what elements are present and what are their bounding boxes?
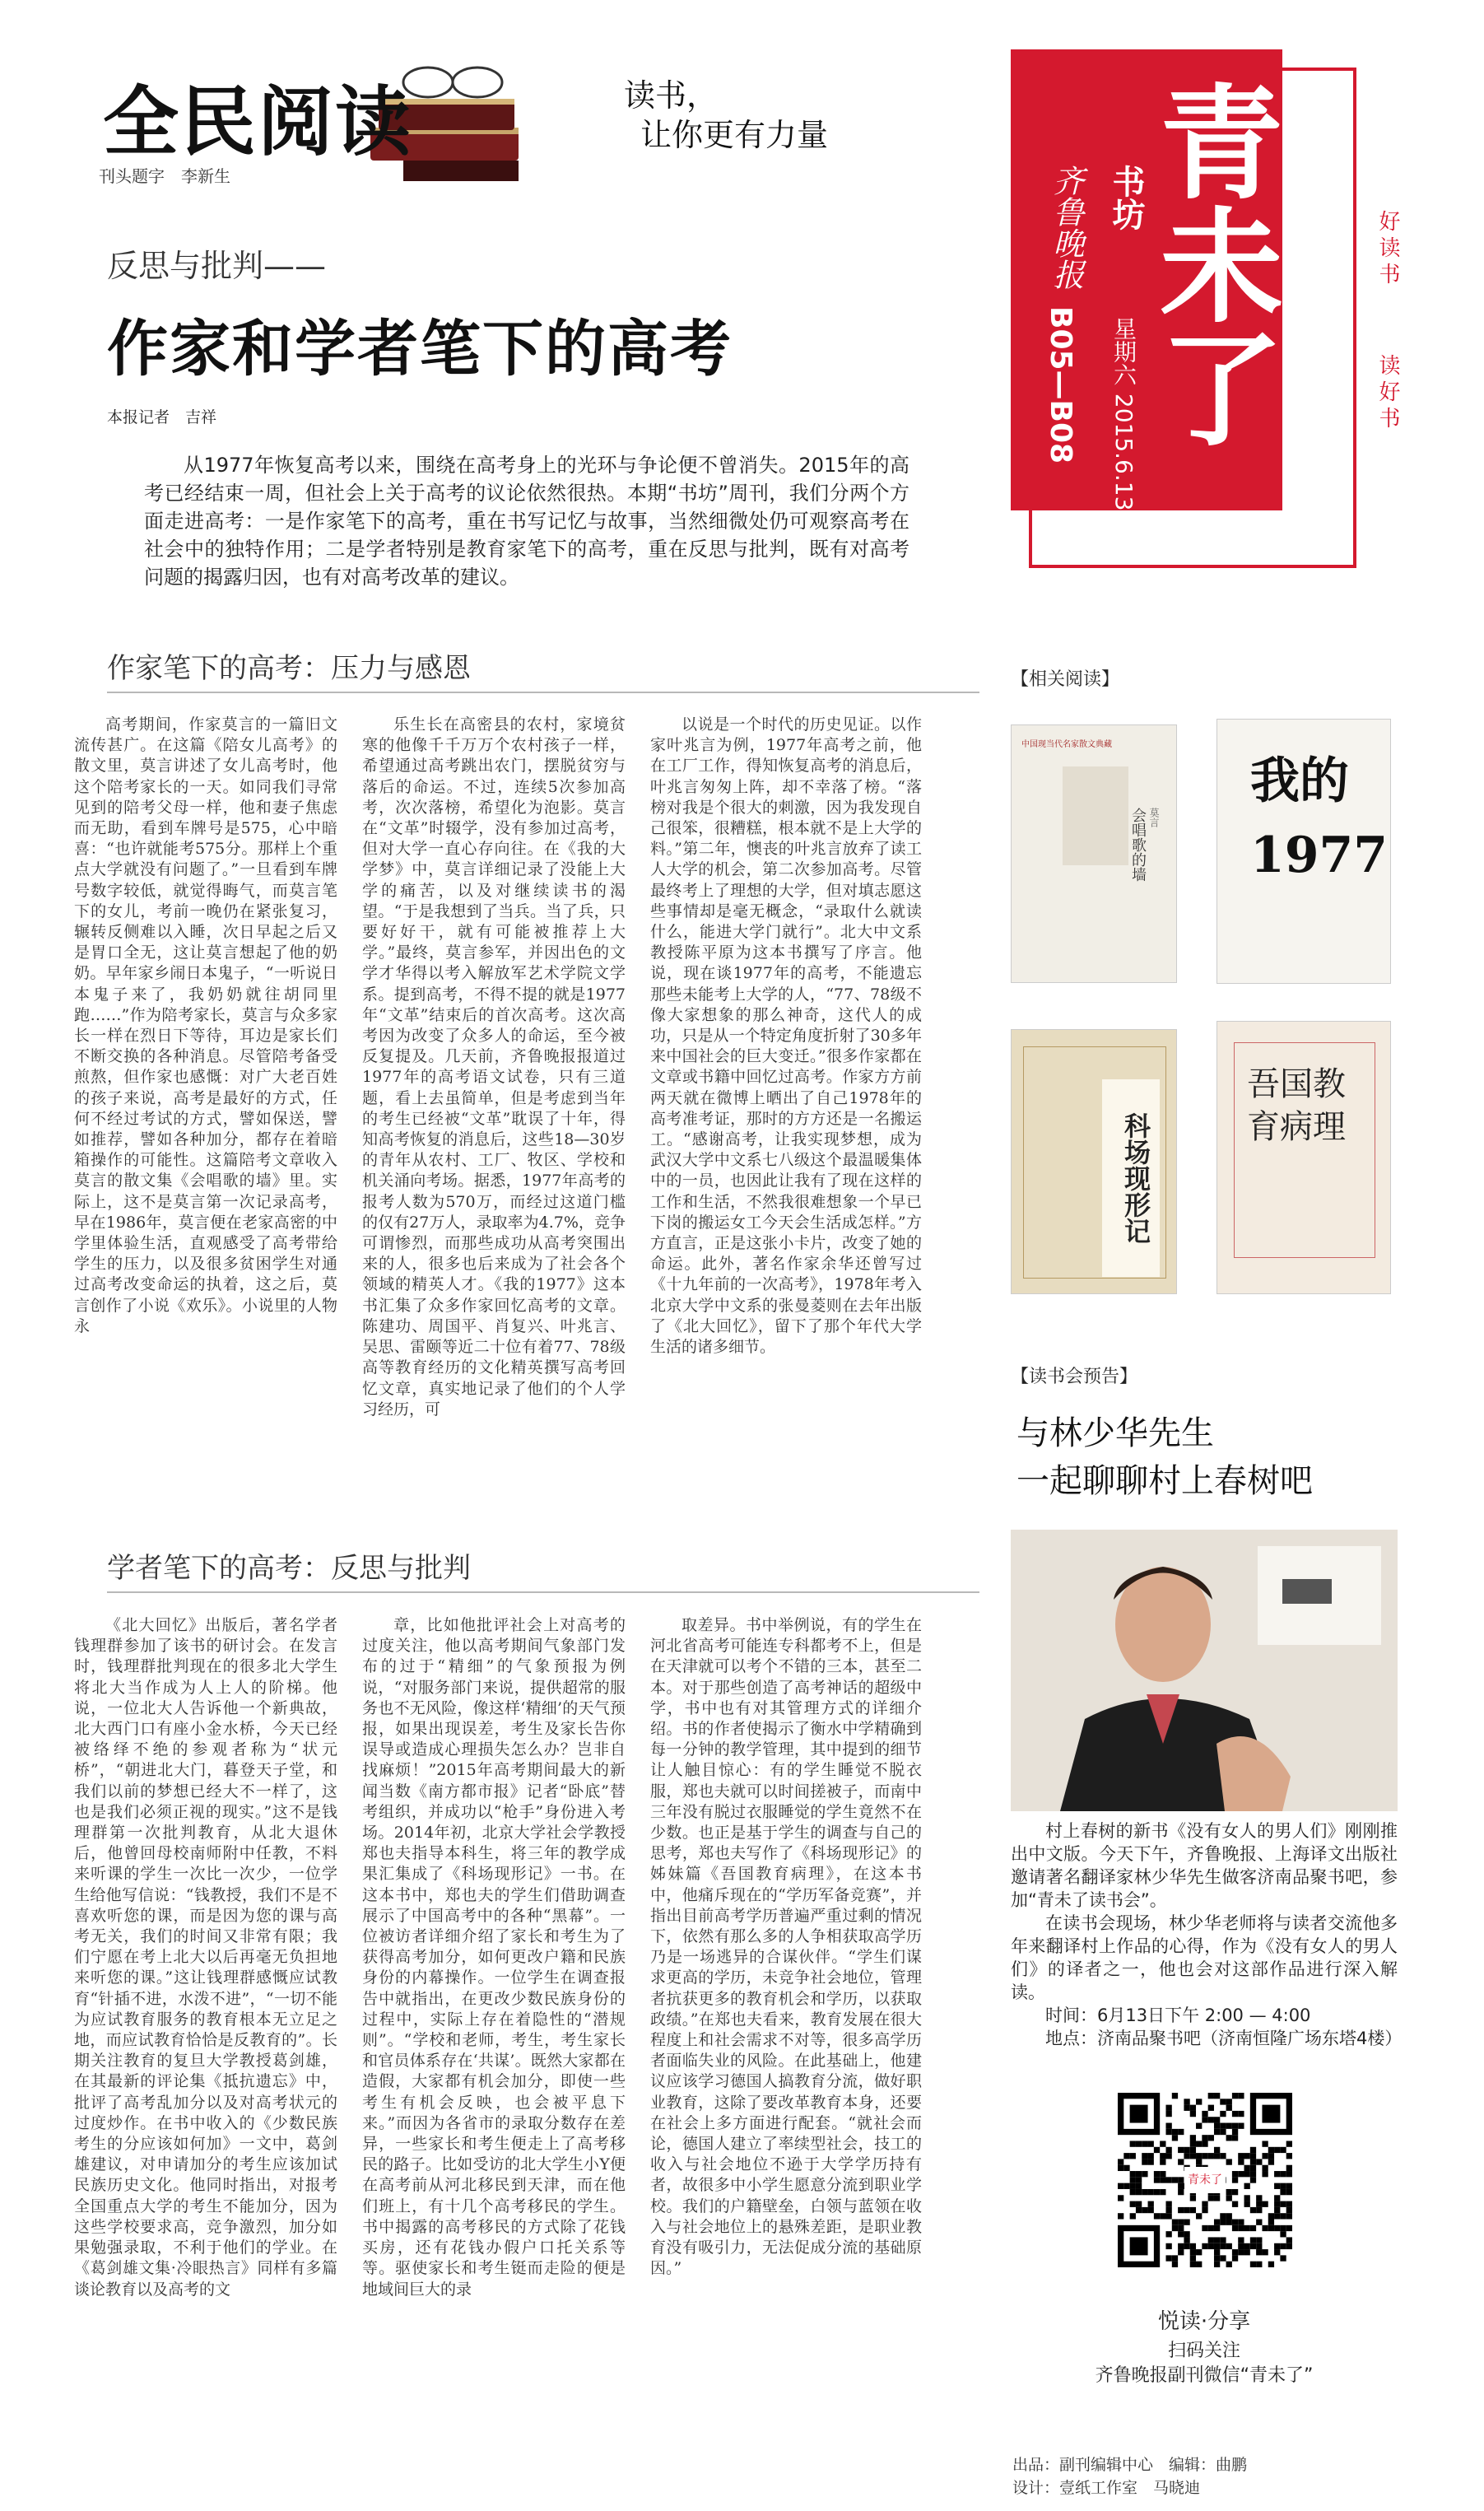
brand-subtitle: 书坊 — [1107, 165, 1145, 231]
book-club-label: 【读书会预告】 — [1011, 1367, 1138, 1387]
page-range: B05—B08 — [1044, 306, 1077, 464]
newspaper-name: 齐鲁晚报 — [1048, 165, 1084, 290]
book-cover-1 — [1011, 724, 1177, 983]
motto-line-2: 让你更有力量 — [640, 117, 829, 153]
book-club-time: 时间：6月13日下午 2:00 — 4:00 — [1045, 2006, 1311, 2025]
book-3-title: 科场现形记 — [1120, 1112, 1151, 1244]
book-cover-4 — [1217, 1021, 1391, 1294]
book-club-paragraph-2: 在读书会现场，林少华老师将与读者交流他多年来翻译村上作品的心得，作为《没有女人的男人们》的译者之一，他也会对这部作品进行深入解读。 — [1011, 1913, 1398, 2002]
book-cover-2 — [1217, 719, 1391, 984]
book-1-author: 莫言 — [1148, 808, 1160, 827]
footer-editor: 出品：副刊编辑中心 编辑：曲鹏 — [1012, 2456, 1248, 2474]
book-4-title: 吾国教育病理 — [1247, 1065, 1346, 1146]
book-club-paragraph-1: 村上春树的新书《没有女人的男人们》刚刚推出中文版。今天下午，齐鲁晚报、上海译文出版社邀请著名翻译家林少华先生做客济南品聚书吧，参加“青未了读书会”。 — [1011, 1821, 1398, 1910]
book-club-title-line-2: 一起聊聊村上春树吧 — [1016, 1462, 1313, 1500]
motto-line-1: 读书， — [624, 77, 719, 114]
masthead-logo: 全民阅读 — [103, 77, 413, 166]
qr-caption — [1011, 2309, 1398, 2388]
section-2-column-2: 章，比如他批评社会上对高考的过度关注，他以高考期间气象部门发布的过于“精细”的气象预报为例说，“对服务部门来说，提供超常的服务也不无风险，像这样‘精细’的天气预报，如果出现误差，考生及家长告你误导或造成心理损失怎么办？岂非自找麻烦！”2015年高考期间最大的新闻当数《南方都市报》记者“卧底”替考组织，并成功以“枪手”身份进入考场。2014年初，北京大学社会学教授郑也夫指导本科生，将三年的教学成果汇集成了《科场现形记》一书。在这本书中，郑也夫的学生们借助调查展示了中国高考中的各种“黑幕”。一位被访者详细介绍了家长和考生为了获得高考加分，如何更改户籍和民族身份的内幕操作。一位学生在调查报告中就指出，在更改少数民族身份的过程中，实际上存在着隐性的“潜规则”。“学校和老师，考生，考生家长和官员体系存在‘共谋’。既然大家都在造假，大家都有机会加分，即使一些考生有机会反映，也会被平息下来。”而因为各省市的录取分数存在差异，一些家长和考生便走上了高考移民的路子。比如受访的北大学生小Y便在高考前从河北移民到天津，而在他们班上，有十几个高考移民的学生。书中揭露的高考移民的方式除了花钱买房，还有花钱办假户口托关系等等。驱使家长和考生铤而走险的便是地域间巨大的录 — [362, 1616, 626, 2299]
speaker-portrait-photo — [1011, 1530, 1398, 1811]
book-1-series: 中国现当代名家散文典藏 — [1021, 740, 1112, 749]
article-kicker: 反思与批判—— — [107, 248, 327, 284]
footer-design: 设计：壹纸工作室 马晓迪 — [1012, 2479, 1201, 2497]
qr-caption-line-2: 扫码关注 — [1167, 2341, 1240, 2361]
section-2-rule — [107, 1591, 979, 1593]
article-byline: 本报记者 吉祥 — [107, 408, 217, 426]
book-club-title — [1016, 1409, 1313, 1505]
book-1-title: 会唱歌的墙 — [1129, 808, 1147, 882]
book-2-title: 我的1977 — [1250, 752, 1388, 884]
qr-caption-line-3: 齐鲁晚报副刊微信“青未了” — [1095, 2365, 1314, 2386]
article-lead: 从1977年恢复高考以来，围绕在高考身上的光环与争论便不曾消失。2015年的高考已经结束一周，但社会上关于高考的议论依然很热。本期“书坊”周刊，我们分两个方面走进高考：一是作家笔下的高考，重在书写记忆与故事，当然细微处仍可观察高考在社会中的独特作用；二是学者特别是教育家笔下的高考，重在反思与批判，既有对高考问题的揭露归因，也有对高考改革的建议。 — [144, 454, 909, 589]
section-1-rule — [107, 692, 979, 693]
section-1-column-3: 以说是一个时代的历史见证。以作家叶兆言为例，1977年高考之前，他在工厂工作，得知恢复高考的消息后，叶兆言匆匆上阵，却不幸落了榜。“落榜对我是个很大的刺激，因为我发现自己很笨，很糟糕，根本就不是上大学的料。”第二年，懊丧的叶兆言放弃了读工人大学的机会，第二次参加高考。尽管最终考上了理想的大学，但对填志愿这些事情却是毫无概念，“录取什么就读什么，能进大学门就行”。北大中文系教授陈平原为这本书撰写了序言。他说，现在谈1977年的高考，不能遗忘那些未能考上大学的人，“77、78级不像大家想象的那么神奇，这代人的成功，只是从一个特定角度折射了30多年来中国社会的巨大变迁。”很多作家都在文章或书籍中回忆过高考。作家方方前两天就在微博上晒出了自己1978年的高考准考证，那时的方方还是一名搬运工。“感谢高考，让我实现梦想，成为武汉大学中文系七八级这个最温暖集体中的一员，也因此让我有了现在这样的工作和生活，不然我很难想象一个早已下岗的搬运女工今天会生活成怎样。”方方直言，正是这张小卡片，改变了她的命运。此外，著名作家余华还曾写过《十九年前的一次高考》，1978年考入北京大学中文系的张曼菱则在去年出版了《北大回忆》，留下了那个年代大学生活的诸多细节。 — [650, 715, 922, 1357]
issue-date: 星期六 2015.6.13 — [1110, 317, 1137, 511]
section-2-column-1: 《北大回忆》出版后，著名学者钱理群参加了该书的研讨会。在发言时，钱理群批判现在的很多北大学生将北大当作成为人上人的阶梯。他说，一位北大人告诉他一个新典故，北大西门口有座小金水桥，今天已经被络绎不绝的参观者称为“状元桥”，“朝进北大门，暮登天子堂，和我们以前的梦想已经大不一样了，这也是我们必须正视的现实。”这不是钱理群第一次批判教育，从北大退休后，他曾回母校南师附中任教，不料来听课的学生一次比一次少，一位学生给他写信说：“钱教授，我们不是不喜欢听您的课，而是因为您的课与高考无关，我们的时间又非常有限；我们宁愿在考上北大以后再毫无负担地来听您的课。”这让钱理群感慨应试教育“针插不进，水泼不进”，“一切不能为应试教育服务的教育根本无立足之地，而应试教育恰恰是反教育的”。长期关注教育的复旦大学教授葛剑雄，在其最新的评论集《抵抗遗忘》中，批评了高考乱加分以及对高考状元的过度炒作。在书中收入的《少数民族考生的分应该如何加》一文中，葛剑雄建议，对申请加分的考生应该加试民族历史文化。他同时指出，对报考全国重点大学的考生不能加分，因为这些学校要求高，竞争激烈，加分如果勉强录取，不利于他们的学业。在《葛剑雄文集·冷眼热言》同样有多篇谈论教育以及高考的文 — [74, 1616, 337, 2299]
section-1-column-2: 乐生长在高密县的农村，家境贫寒的他像千千万万个农村孩子一样，希望通过高考跳出农门，摆脱贫穷与落后的命运。不过，连续5次参加高考，次次落榜，希望化为泡影。莫言在“文革”时辍学，没有参加过高考，但对大学一直心存向往。在《我的大学梦》中，莫言详细记录了没能上大学的痛苦，以及对继续读书的渴望。“于是我想到了当兵。当了兵，只要好好干，就有可能被推荐上大学。”最终，莫言参军，并因出色的文学才华得以考入解放军艺术学院文学系。提到高考，不得不提的就是1977年“文革”结束后的首次高考。这次高考因为改变了众多人的命运，至今被反复提及。几天前，齐鲁晚报报道过1977年的高考语文试卷，只有三道题，看上去虽简单，但是考虑到当年的考生已经被“文革”耽误了十年，得知高考恢复的消息后，这些18—30岁的青年从农村、工厂、牧区、学校和机关涌向考场。据悉，1977年高考的报考人数为570万，而经过这道门槛的仅有27万人，录取率为4.7%，竞争可谓惨烈，而那些成功从高考突围出来的人，很多也后来成为了社会各个领域的精英人才。《我的1977》这本书汇集了众多作家回忆高考的文章。陈建功、周国平、肖复兴、叶兆言、吴思、雷颐等近二十位有着77、78级高等教育经历的文化精英撰写高考回忆文章，真实地记录了他们的个人学习经历，可 — [362, 715, 626, 1419]
related-reading-label: 【相关阅读】 — [1011, 669, 1120, 690]
section-2-column-3: 取差异。书中举例说，有的学生在河北省高考可能连专科都考不上，但是在天津就可以考个不错的三本，甚至二本。对于那些创造了高考神话的超级中学，书中也有对其管理方式的详细介绍。书的作者使揭示了衡水中学精确到每一分钟的教学管理，其中提到的细节让人触目惊心：有的学生睡觉不脱衣服，郑也夫就可以时间搓被子，而南中三年没有脱过衣服睡觉的学生竟然不在少数。也正是基于学生的调查与自己的思考，郑也夫写作了《科场现形记》的姊妹篇《吾国教育病理》，在这本书中，他痛斥现在的“学历军备竞赛”，并指出目前高考学历普遍严重过剩的情况下，依然有那么多的人争相获取高学历乃是一场逃异的合谋伙伴。“学生们谋求更高的学历，未竞争社会地位，管理者抗获更多的教育机会和学历，以获取政绩。”在郑也夫看来，教育发展在很大程度上和社会需求不对等，很多高学历者面临失业的风险。在此基础上，他建议应该学习德国人搞教育分流，做好职业教育，这除了要改革教育本身，还要在社会上多方面进行配套。“就社会而论，德国人建立了率续型社会，技工的收入与社会地位不逊于大学学历持有者，故很多中小学生愿意分流到职业学校。我们的户籍壁垒，白领与蓝领在收入与社会地位上的悬殊差距，是职业教育没有吸引力，无法促成分流的基础原因。” — [650, 1616, 922, 2278]
qr-caption-line-1: 悦读·分享 — [1157, 2309, 1251, 2334]
book-club-title-line-1: 与林少华先生 — [1016, 1414, 1214, 1452]
section-2-title: 学者笔下的高考：反思与批判 — [107, 1552, 471, 1585]
section-1-column-1: 高考期间，作家莫言的一篇旧文流传甚广。在这篇《陪女儿高考》的散文里，莫言讲述了女儿高考时，他这个陪考家长的一天。如同我们寻常见到的陪考父母一样，他和妻子焦虑而无助，看到车牌号是575，心中暗喜：“也许就能考575分。那样上个重点大学就没有问题了。”一旦看到车牌号数字较低，就觉得晦气，而莫言笔下的女儿，考前一晚仍在紧张复习，辗转反侧难以入睡，次日早起之后又是胃口全无，这让莫言想起了他的奶奶。早年家乡闹日本鬼子，“一听说日本鬼子来了，我奶奶就往胡同里跑……”作为陪考家长，莫言与众多家长一样在烈日下等待，耳边是家长们不断交换的各种消息。尽管陪考备受煎熬，但作家也感慨：对广大老百姓的孩子来说，高考是最好的方式，任何不经过考试的方式，譬如保送，譬如推荐，譬如各种加分，都存在着暗箱操作的可能性。这篇陪考文章收入莫言的散文集《会唱歌的墙》里。实际上，这不是莫言第一次记录高考，早在1986年，莫言便在老家高密的中学里体验生活，直观感受了高考带给学生的压力，以及很多贫困学生对通过高考改变命运的执着，这之后，莫言创作了小说《欢乐》。小说里的人物永 — [74, 715, 337, 1335]
masthead-motto — [624, 76, 828, 155]
slogan-left: 好读书 — [1375, 210, 1400, 289]
book-cover-3 — [1011, 1029, 1177, 1294]
book-club-place: 地点：济南品聚书吧（济南恒隆广场东塔4楼） — [1045, 2029, 1403, 2048]
article-headline: 作家和学者笔下的高考 — [107, 314, 733, 384]
wechat-qr-code[interactable] — [1118, 2093, 1292, 2267]
brand-title: 青未了 — [1138, 78, 1282, 449]
qr-center-logo: 青未了 — [1184, 2167, 1226, 2193]
book-club-description — [1011, 1819, 1403, 2050]
page-footer — [1012, 2453, 1247, 2499]
masthead-credit: 刊头题字 李新生 — [99, 166, 230, 186]
slogan-right: 读好书 — [1375, 354, 1400, 433]
section-1-title: 作家笔下的高考：压力与感恩 — [107, 652, 471, 685]
